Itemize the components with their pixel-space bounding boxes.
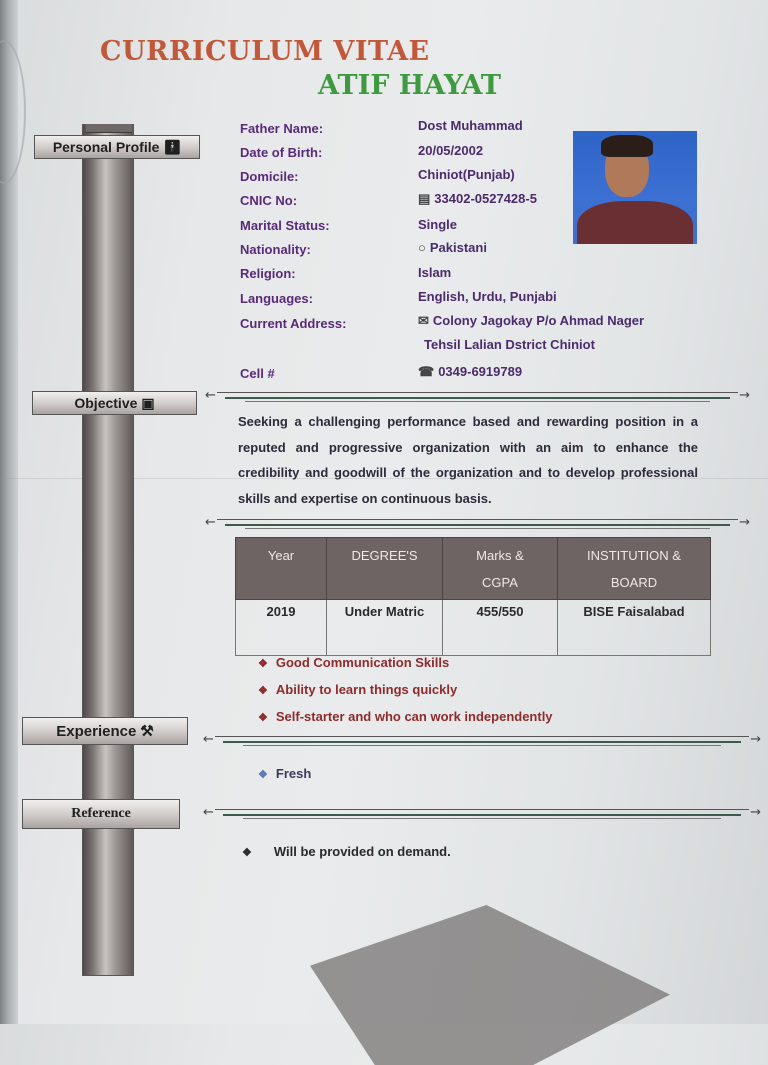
circle-icon: ○ xyxy=(418,240,426,255)
list-item: ❖ Good Communication Skills xyxy=(258,655,450,670)
decorative-pillar xyxy=(82,124,134,976)
ornamental-divider: ← → xyxy=(205,388,750,403)
table-cell: Under Matric xyxy=(327,600,443,656)
document-title: CURRICULUM VITAE xyxy=(100,36,430,67)
monitor-icon: ▣ xyxy=(141,394,155,411)
profile-photo xyxy=(573,131,697,244)
profile-value-row xyxy=(418,364,522,380)
profile-value-row xyxy=(418,191,537,207)
profile-label: CNIC No: xyxy=(240,193,298,208)
education-table xyxy=(235,537,711,656)
profile-value: 20/05/2002 xyxy=(418,143,484,158)
profile-label: Current Address: xyxy=(240,316,347,331)
photo-body xyxy=(577,201,693,244)
profile-value: Single xyxy=(418,217,458,232)
photo-hair xyxy=(601,135,653,157)
section-reference xyxy=(22,799,180,829)
table-cell: BISE Faisalabad xyxy=(558,600,711,656)
profile-value-row xyxy=(418,240,487,255)
candidate-name: ATIF HAYAT xyxy=(318,70,501,101)
ornamental-divider: ← → xyxy=(205,515,750,530)
section-objective xyxy=(32,391,197,415)
list-item: Fresh xyxy=(275,766,312,781)
list-item: ❖ Self-starter and who can work independently xyxy=(258,709,553,724)
profile-value: Pakistani xyxy=(429,240,487,255)
id-card-icon: ▤ xyxy=(418,191,431,206)
diamond-bullet-icon: ❖ xyxy=(242,847,252,859)
column-header: Marks & CGPA xyxy=(443,538,558,600)
profile-value: English, Urdu, Punjabi xyxy=(418,289,557,304)
section-objective-label: Objective xyxy=(74,395,138,411)
ornamental-divider: ← → xyxy=(203,732,761,747)
profile-value-row xyxy=(418,313,644,329)
table-cell: 455/550 xyxy=(443,600,558,656)
profile-label: Marital Status: xyxy=(240,218,330,233)
skills-list xyxy=(258,650,553,731)
column-header: INSTITUTION & BOARD xyxy=(558,538,711,600)
list-item: Will be provided on demand. xyxy=(273,844,451,859)
diamond-bullet-icon: ❖ xyxy=(258,712,268,724)
profile-label: Date of Birth: xyxy=(240,145,323,160)
table-cell: 2019 xyxy=(236,600,327,656)
diamond-bullet-icon: ❖ xyxy=(258,658,268,670)
section-experience-label: Experience xyxy=(56,722,137,740)
profile-label: Father Name: xyxy=(240,121,324,136)
profile-value: 0349-6919789 xyxy=(438,364,523,379)
section-personal-profile xyxy=(34,135,200,159)
graduation-cap-graphic xyxy=(310,905,670,1065)
reference-list xyxy=(242,844,451,859)
column-header: DEGREE'S xyxy=(327,538,443,600)
profile-value: Chiniot(Punjab) xyxy=(418,167,515,182)
profile-label: Nationality: xyxy=(240,242,311,257)
diamond-bullet-icon: ❖ xyxy=(258,685,268,697)
profile-value: 33402-0527428-5 xyxy=(434,191,537,206)
profile-label: Languages: xyxy=(240,291,313,306)
list-item: ❖ Ability to learn things quickly xyxy=(258,682,458,697)
section-reference-label: Reference xyxy=(71,806,131,821)
column-header: Year xyxy=(236,538,327,600)
table-row xyxy=(236,600,711,656)
profile-value: Dost Muhammad xyxy=(418,118,523,133)
envelope-icon: ✉ xyxy=(418,313,429,328)
experience-list xyxy=(258,766,311,781)
tools-icon: ⚒ xyxy=(140,723,154,740)
section-personal-profile-label: Personal Profile xyxy=(52,139,160,155)
profile-label: Religion: xyxy=(240,266,296,281)
table-header-row xyxy=(236,538,711,600)
profile-value: Tehsil Lalian Dstrict Chiniot xyxy=(424,337,595,352)
person-icon: 🚹︎ xyxy=(163,138,182,155)
diamond-bullet-icon: ❖ xyxy=(258,769,268,781)
profile-value: Islam xyxy=(418,265,452,280)
objective-text: Seeking a challenging performance based and rewarding position in a reputed and progressive organization with an aim to enhance the credibility and goodwill of the organization and to develop professional skills and expertise on continuous basis. xyxy=(238,414,698,506)
section-experience xyxy=(22,717,188,745)
ornamental-divider: ← → xyxy=(203,805,761,820)
profile-label: Domicile: xyxy=(240,169,299,184)
stamp-mark xyxy=(0,40,26,184)
pillar-cap xyxy=(86,124,132,133)
profile-value: Colony Jagokay P/o Ahmad Nager xyxy=(432,313,645,328)
phone-icon: ☎ xyxy=(418,364,435,379)
profile-label: Cell # xyxy=(240,366,275,381)
